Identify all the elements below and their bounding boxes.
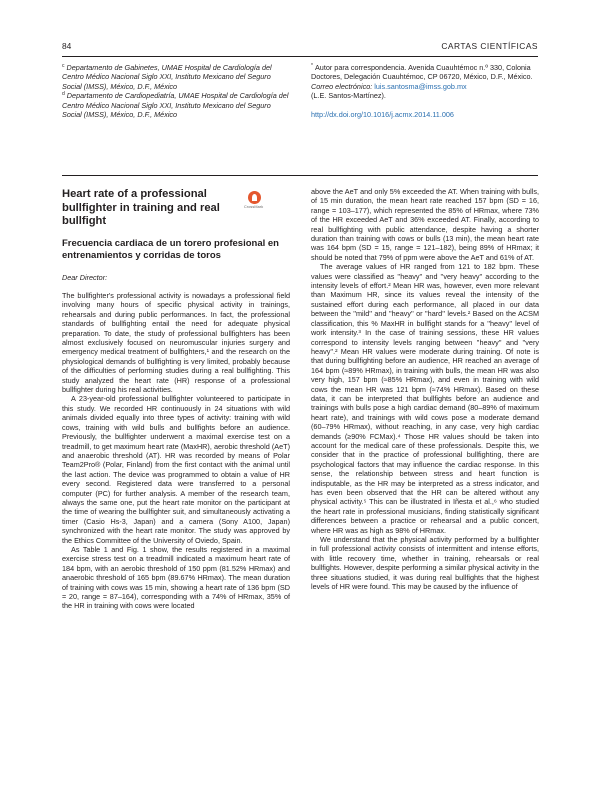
affiliation-d bbox=[62, 91, 290, 119]
body-column-left bbox=[62, 291, 290, 611]
body-paragraph: The bullfighter's professional activity is nowadays a professional field involving many hours of specific physical activity in trainings, rehearsals and during public performances. In fact, the professional standards of bullfighting entail the need for adequate physical preparation. To date, the study of professional bullfighters has been almost exclusively focused on neuromuscular injuries surgery and emergency medical treatment of bullfighters,¹ and the research on the physiological demands of bullfighting is very limited, probably because of the difficulties of performing studies during a real bullfighting. This study analyzed the heart rate (HR) response of a professional bullfighter during his real activities. bbox=[62, 291, 290, 395]
correspondence-marker: * bbox=[311, 63, 313, 69]
body-paragraph: The average values of HR ranged from 121 to 182 bpm. These values were classified as ''heavy'' and ''very heavy'' according to the intensity levels of effort.² Mean HR was, however, even more relevant than Maximum HR, since its values reveal the intensity of the sustained effort during each performance, all placed in our data between the ''mild'' and ''heavy'' or ''hard'' levels.² Based on the ACSM classification, this % MaxHR in bullfight stands for a ''heavy'' level of work intensity.³ In the case of training sessions, these HR values correspond to intensity levels ranging between ''heavy'' and ''very heavy''.² Mean HR values were moderate during training. Of note is that during bullfighting before an audience, HR reached an average of 164 bpm (≈89% HRmax), in training with bulls, the mean HR was also very high, 157 bpm (≈85% HRmax), and even in training with wild cows the mean HR was 121 bpm (≈74% HRmax). Based on these data, it can be interpreted that bullfights before an audience and trainings with bulls pose a high cardiac demand (80–89% of maximum heart rate), and trainings with wild cows pose a moderate demand (60–79% HRmax), without reaching, in any case, very high cardiac demands (≥90% FCMax).⁴ Those HR values should be taken into account for the medical care of these professionals. Despite this, we consider that in the practice of professional bullfighting, there are psychological factors that may influence the cardiac response. In this sense, the relationship between stress and heart function is indisputable, as the HR may be interpreted as a stress indicator, and has even been observed that the HR can be altered without any physical activity.⁵ This can be illustrated in Iñesta et al.,⁶ who studied the heart rate in professional musicians, finding statistically significant differences between a practice or rehearsal and a public concert, where HR was as high as 98% of HRmax. bbox=[311, 262, 539, 535]
body-column-right bbox=[311, 187, 539, 591]
affiliation-label: c bbox=[62, 63, 65, 69]
body-paragraph: above the AeT and only 5% exceeded the AT. When training with bulls, of 15 min duration, the mean heart rate reached 157 bpm (SD = 16, range = 103–177), which represented the 85% of HRmax, where 73% of the HR exceeded AeT and 36% exceeded AT. Finally, according to real bullfighting with public attendance, despite having a shorter duration than training with cows or bulls (13 min), the mean heart rate was 164 bpm (SD = 15, range = 121–182), being 89% of HRmax; it should be noted that 79% of ppm were above the AeT and 61% of AT. bbox=[311, 187, 539, 262]
affiliation-c bbox=[62, 63, 290, 91]
affiliation-label: d bbox=[62, 91, 65, 98]
body-paragraph: We understand that the physical activity performed by a bullfighter in full professional activity consists of intermittent and intense efforts, with little recovery time, whether in training, rehearsals or real bullfights. However, despite performing a similar physical activity in the three situations studied, it was during real bullfights that the highest levels of HR were found. This may be caused by the influence of bbox=[311, 535, 539, 592]
correspondence bbox=[311, 63, 539, 119]
salutation: Dear Director: bbox=[62, 273, 108, 282]
crossmark-icon bbox=[248, 191, 261, 204]
affiliations bbox=[62, 63, 290, 119]
affiliation-text: Departamento de Gabinetes, UMAE Hospital de Cardiología del Centro Médico Nacional Siglo XXI, Instituto Mexicano del Seguro Social (IMSS), México, D.F., México bbox=[62, 63, 272, 91]
section-divider bbox=[62, 175, 538, 176]
crossmark-label: CrossMark bbox=[244, 205, 264, 209]
body-paragraph: As Table 1 and Fig. 1 show, the results registered in a maximal exercise stress test on a treadmill indicated a maximum heart rate of 184 bpm, with an aerobic threshold of 150 ppm (81.52% HRmax) and anaerobic threshold of 165 bpm (89.67% HRmax). The mean duration of training with cows was 15 min, showing a heart rate of 136 bpm (SD = 20, range = 87–164), corresponding with a 74% of HRmax, 35% of the HR in training with cows were located bbox=[62, 544, 290, 611]
crossmark-badge[interactable] bbox=[244, 191, 288, 211]
page-number: 84 bbox=[62, 41, 72, 51]
article-title: Heart rate of a professional bullfighter in training and real bullfight bbox=[62, 188, 220, 227]
article-subtitle: Frecuencia cardiaca de un torero profesional en entrenamientos y corridas de toros bbox=[62, 238, 279, 261]
journal-section: CARTAS CIENTÍFICAS bbox=[441, 41, 538, 51]
email-label: Correo electrónico: bbox=[311, 81, 373, 91]
email-link[interactable]: luis.santosma@imss.gob.mx bbox=[374, 81, 467, 91]
correspondence-email-line bbox=[311, 82, 539, 91]
email-owner: (L.E. Santos-Martínez). bbox=[311, 91, 386, 101]
body-paragraph: A 23-year-old professional bullfighter volunteered to participate in this study. We recorded HR continuously in 24 situations with wild animals divided equally into three types of activity: training with wild cows, training with wild bulls and bullfights before an audience. Previously, the bullfighter underwent a maximal exercise test on a treadmill, to get maximum heart rate (MaxHR), aerobic threshold (AeT) and anaerobic threshold (AT). HR was recorded by means of Polar Team2Pro® (Polar, Finland) from the first contact with the animal until the last action. The device was programmed to obtain a value of HR every second. Registered data were transferred to a personal computer (PC) for further analysis. A member of the research team, always the same one, put the heart rate monitor on the participant at the time of wearing the bullfighter suit, and simultaneously activating a timer (Casio Hs-3, Japan) and a camera (Sony A100, Japan) synchronized with the heart rate monitor. The study was approved by the Ethics Committee of the University of Oviedo, Spain. bbox=[62, 394, 290, 545]
header-rule bbox=[62, 56, 538, 57]
correspondence-text: Autor para correspondencia. Avenida Cuauhtémoc n.º 330, Colonia Doctores, Delegación Cuauhtémoc, CP 06720, México, D.F., México. bbox=[311, 63, 533, 82]
running-header bbox=[62, 41, 538, 55]
doi-link[interactable]: http://dx.doi.org/10.1016/j.acmx.2014.11.006 bbox=[311, 109, 454, 119]
correspondence-address bbox=[311, 63, 539, 82]
affiliation-text: Departamento de Cardiopediatría, UMAE Hospital de Cardiología del Centro Médico Nacional Siglo XXI, Instituto Mexicano del Seguro Social (IMSS), México, D.F., México bbox=[62, 91, 289, 120]
